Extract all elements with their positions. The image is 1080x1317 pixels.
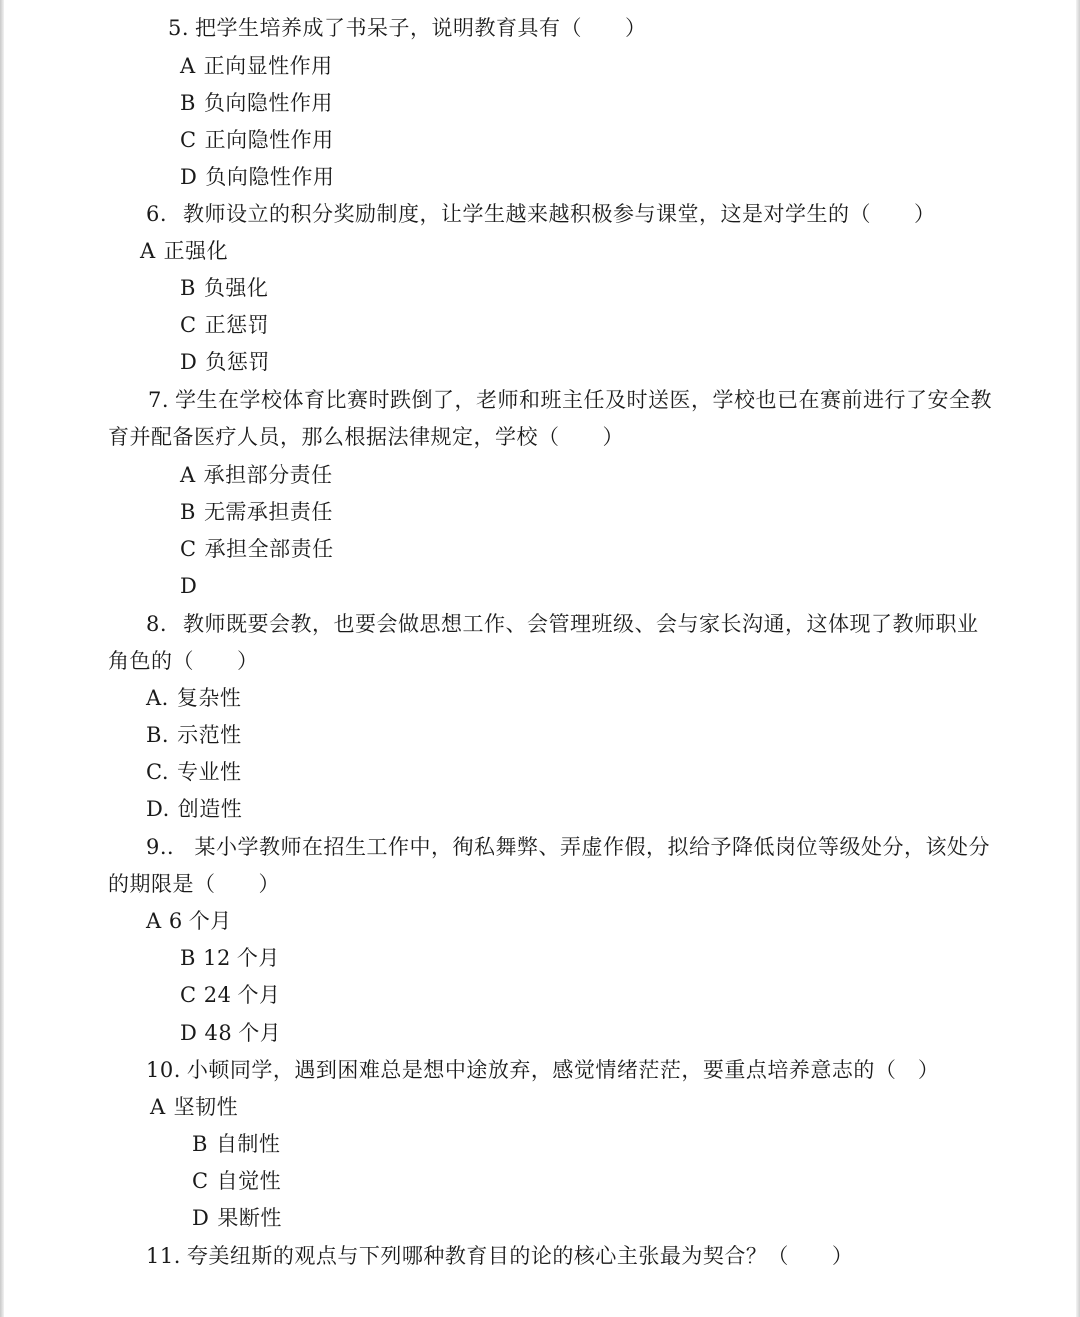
question-text: 学生在学校体育比赛时跌倒了，老师和班主任及时送医，学校也已在赛前进行了安全教 xyxy=(175,388,993,412)
option-label: A xyxy=(180,54,196,78)
question-6-option-d xyxy=(180,347,270,377)
option-text: 正向隐性作用 xyxy=(204,128,334,152)
question-number: 8. xyxy=(146,612,168,636)
question-10-option-c xyxy=(192,1166,281,1196)
option-label: B xyxy=(180,276,196,300)
question-8-option-a xyxy=(146,683,241,713)
option-text: 复杂性 xyxy=(176,686,242,710)
option-text: 负向隐性作用 xyxy=(203,91,333,115)
question-7-option-c xyxy=(180,534,334,564)
option-label: C 24 xyxy=(180,983,232,1007)
option-text: 无需承担责任 xyxy=(203,500,333,524)
question-9-stem-line1 xyxy=(146,832,990,862)
option-label: C xyxy=(192,1169,209,1193)
question-10-stem xyxy=(146,1055,939,1085)
option-label: A xyxy=(180,463,196,487)
option-text: 个月 xyxy=(236,946,280,970)
option-label: A 6 xyxy=(146,909,183,933)
option-text: 专业性 xyxy=(177,760,242,784)
option-label: D xyxy=(180,350,198,374)
question-7-option-d xyxy=(180,571,205,601)
option-label: B xyxy=(180,91,196,115)
question-number: 7. xyxy=(148,388,170,412)
question-9-option-b xyxy=(180,943,280,973)
option-text: 自制性 xyxy=(215,1132,281,1156)
question-text: 教师设立的积分奖励制度，让学生越来越积极参与课堂，这是对学生的（ ） xyxy=(183,202,936,226)
option-label: A. xyxy=(146,686,169,710)
option-text: 承担部分责任 xyxy=(203,463,333,487)
option-text: 示范性 xyxy=(177,723,242,747)
question-text: 角色的（ ） xyxy=(108,649,259,673)
option-text: 坚韧性 xyxy=(173,1095,239,1119)
question-6-stem xyxy=(146,199,936,229)
option-text: 承担全部责任 xyxy=(204,537,334,561)
option-label: C xyxy=(180,128,197,152)
question-text: 某小学教师在招生工作中，徇私舞弊、弄虚作假，拟给予降低岗位等级处分，该处分 xyxy=(194,835,991,859)
option-text: 正强化 xyxy=(163,239,229,263)
option-text: 创造性 xyxy=(177,797,243,821)
option-text: 个月 xyxy=(237,983,281,1007)
question-text: 夸美纽斯的观点与下列哪种教育目的论的核心主张最为契合？（ ） xyxy=(186,1244,854,1268)
question-7-stem-line2 xyxy=(108,422,624,452)
option-label: D xyxy=(192,1206,210,1230)
question-number: 10. xyxy=(146,1058,181,1082)
option-label: C. xyxy=(146,760,169,784)
option-label: B. xyxy=(146,723,170,747)
option-text: 负强化 xyxy=(203,276,269,300)
question-number: 11. xyxy=(146,1244,181,1268)
question-9-stem-line2 xyxy=(108,869,280,899)
option-label: C xyxy=(180,313,197,337)
option-label: B xyxy=(180,500,196,524)
question-9-option-a xyxy=(146,906,232,936)
question-number: 9.． xyxy=(146,835,189,859)
page-edge-right xyxy=(1076,0,1080,1317)
question-10-option-a xyxy=(150,1092,238,1122)
option-label: D 48 xyxy=(180,1021,233,1045)
question-5-option-d xyxy=(180,162,334,192)
question-5-stem xyxy=(168,13,647,43)
question-text: 把学生培养成了书呆子，说明教育具有（ ） xyxy=(195,16,647,40)
question-11-stem xyxy=(146,1241,853,1271)
option-text: 个月 xyxy=(188,909,232,933)
question-8-stem-line2 xyxy=(108,646,259,676)
question-8-stem-line1 xyxy=(146,609,979,639)
question-text: 的期限是（ ） xyxy=(108,872,280,896)
question-5-option-b xyxy=(180,88,333,118)
question-5-option-c xyxy=(180,125,334,155)
question-7-option-b xyxy=(180,497,333,527)
option-label: B xyxy=(192,1132,208,1156)
question-6-option-b xyxy=(180,273,268,303)
option-text: 正惩罚 xyxy=(204,313,270,337)
option-label: A xyxy=(140,239,156,263)
question-5-option-a xyxy=(180,51,333,81)
option-label: D. xyxy=(146,797,170,821)
question-6-option-c xyxy=(180,310,269,340)
option-label: D xyxy=(180,165,198,189)
option-label: B 12 xyxy=(180,946,231,970)
question-text: 小顿同学，遇到困难总是想中途放弃，感觉情绪茫茫，要重点培养意志的（ ） xyxy=(186,1058,940,1082)
option-label: A xyxy=(150,1095,166,1119)
question-9-option-c xyxy=(180,980,280,1010)
option-text: 自觉性 xyxy=(216,1169,282,1193)
question-6-option-a xyxy=(140,236,228,266)
question-number: 5. xyxy=(168,16,190,40)
option-label: C xyxy=(180,537,197,561)
question-8-option-c xyxy=(146,757,242,787)
question-7-option-a xyxy=(180,460,333,490)
question-number: 6. xyxy=(146,202,168,226)
question-text: 教师既要会教，也要会做思想工作、会管理班级、会与家长沟通，这体现了教师职业 xyxy=(183,612,979,636)
question-9-option-d xyxy=(180,1018,281,1048)
option-text: 负向隐性作用 xyxy=(205,165,335,189)
question-text: 育并配备医疗人员，那么根据法律规定，学校（ ） xyxy=(108,425,624,449)
question-8-option-d xyxy=(146,794,242,824)
question-10-option-b xyxy=(192,1129,280,1159)
question-10-option-d xyxy=(192,1203,282,1233)
option-text: 负惩罚 xyxy=(205,350,270,374)
question-7-stem-line1 xyxy=(148,385,992,415)
option-text: 个月 xyxy=(238,1021,282,1045)
option-text: 果断性 xyxy=(217,1206,282,1230)
option-label: D xyxy=(180,574,198,598)
option-text: 正向显性作用 xyxy=(203,54,333,78)
question-8-option-b xyxy=(146,720,242,750)
page-edge-left xyxy=(0,0,4,1317)
